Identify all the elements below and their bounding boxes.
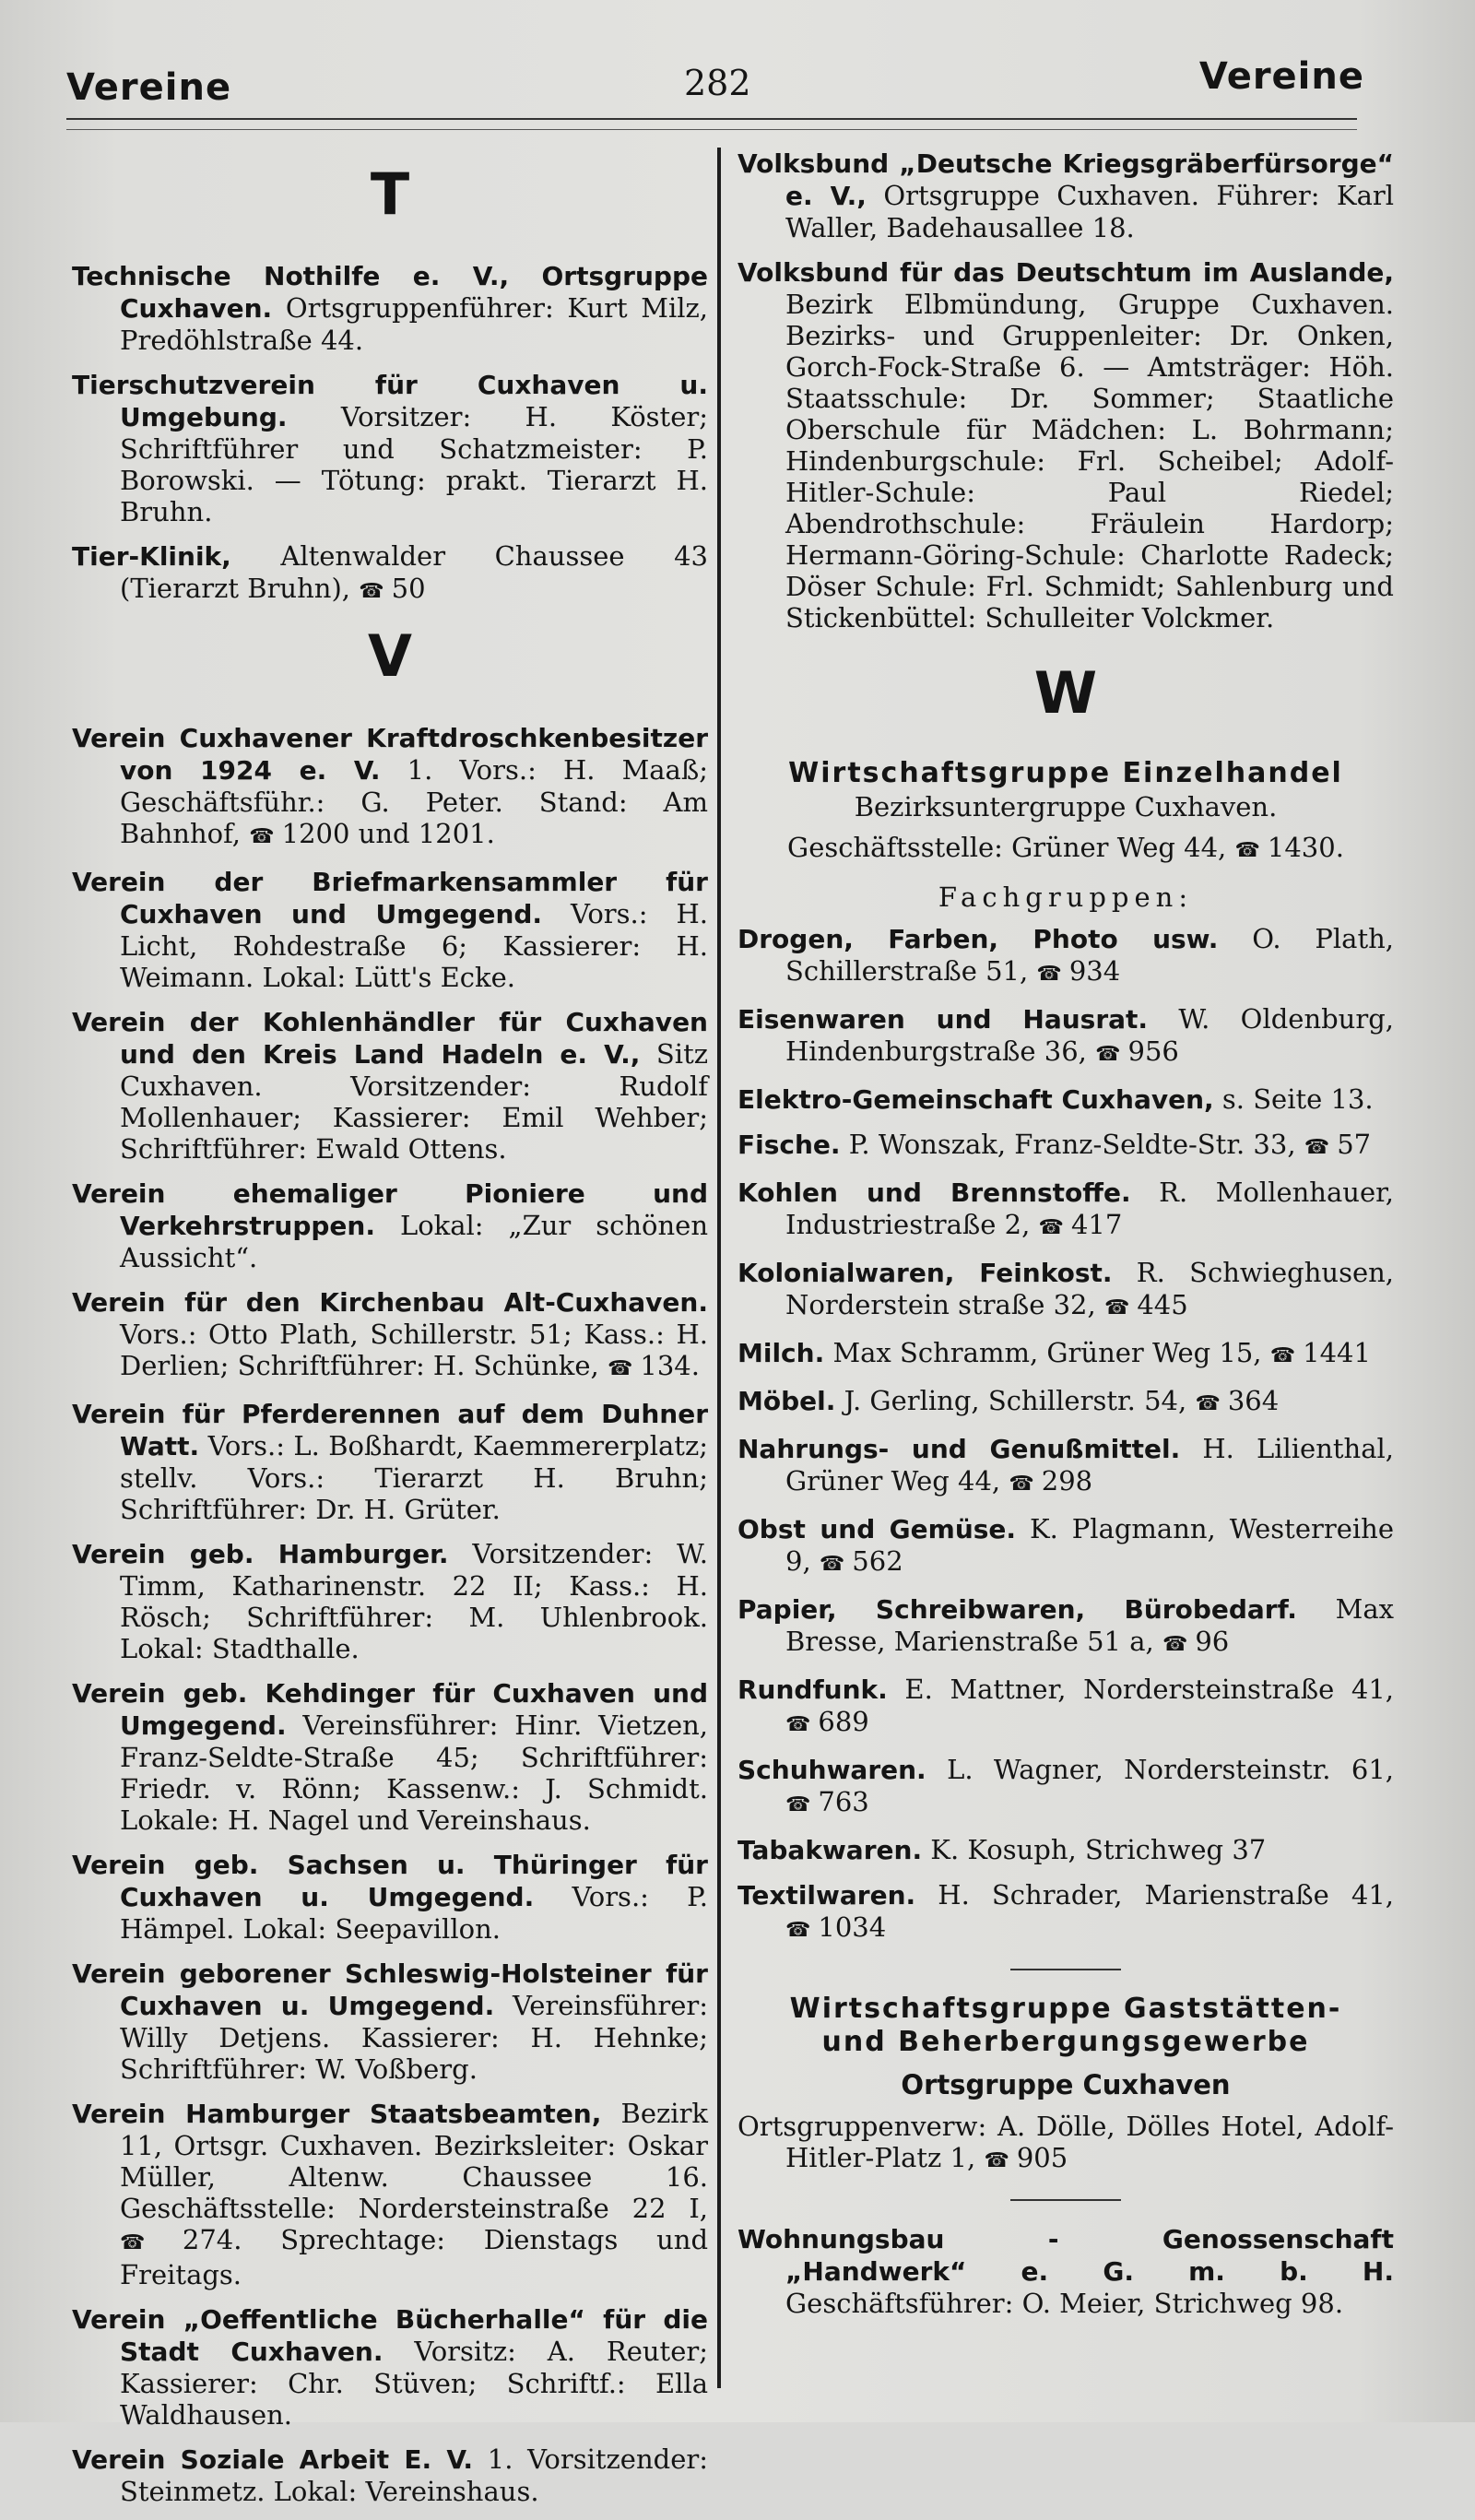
entry-name: Möbel.	[738, 1386, 836, 1416]
directory-entry	[72, 1006, 708, 1165]
wg-gaststaetten-subtitle	[738, 2068, 1394, 2101]
entry-text: Geschäftsführer: O. Meier, Strichweg 98.	[785, 2288, 1344, 2319]
entry-name: Tabakwaren.	[738, 1835, 923, 1865]
office-address: Geschäftsstelle: Grüner Weg 44,	[787, 832, 1227, 863]
entry-name: Verein geborener Schleswig-Holsteiner für Cuxhaven u. Umgegend.	[72, 1958, 708, 2021]
entry-name: Volksbund „Deutsche Kriegsgräberfürsorge“ e. V.,	[738, 148, 1394, 211]
section-rule	[1010, 1969, 1121, 1970]
entry-name: Verein geb. Kehdinger für Cuxhaven und Umgegend.	[72, 1678, 708, 1741]
header-rule-thin	[66, 129, 1357, 130]
entry-text: P. Wonszak, Franz-Seldte-Str. 33,	[848, 1129, 1296, 1160]
office-phone: ☎ 1430.	[1235, 832, 1344, 863]
entry-text: Lokal: „Zur schönen Aussicht“.	[120, 1210, 708, 1273]
phone-number: ☎ 274.	[120, 2224, 242, 2255]
entry-text: L. Wagner, Nordersteinstr. 61,	[947, 1754, 1395, 1785]
entry-name: Verein ehemaliger Pioniere und Verkehrstruppen.	[72, 1178, 708, 1241]
entry-name: Volksbund für das Deutschtum im Auslande,	[738, 257, 1394, 288]
directory-entry	[72, 1849, 708, 1945]
section-letter-t: T	[370, 160, 410, 228]
entry-text: O. Plath, Schillerstraße 51,	[785, 923, 1395, 987]
directory-entry	[72, 2303, 708, 2431]
entry-text: H. Schrader, Marienstraße 41,	[938, 1879, 1395, 1911]
entry-text: K. Kosuph, Strichweg 37	[930, 1834, 1267, 1865]
entry-name: Verein für Pferderennen auf dem Duhner Watt.	[72, 1399, 708, 1461]
fachgruppen-list	[738, 923, 1394, 1946]
section-letter-w: W	[1033, 659, 1098, 727]
directory-entry	[738, 1337, 1394, 1372]
entry-text-tail: Sprechtage: Dienstags und Freitags.	[120, 2224, 709, 2290]
directory-entry	[738, 1879, 1394, 1946]
entry-text: Ortsgruppe Cuxhaven. Führer: Karl Waller, Badehausallee 18.	[785, 180, 1394, 243]
phone-number: ☎ 417	[1039, 1209, 1123, 1240]
phone-number: ☎ 763	[785, 1786, 869, 1817]
entry-name: Verein „Oeffentliche Bücherhalle“ für die Stadt Cuxhaven.	[72, 2304, 708, 2367]
wg-einzelhandel-subtitle: Bezirksuntergruppe Cuxhaven.	[854, 791, 1278, 822]
directory-entry	[72, 722, 708, 853]
phone-number: ☎ 562	[820, 1545, 903, 1577]
entry-text: Vors.: P. Hämpel. Lokal: Seepavillon.	[120, 1881, 709, 1945]
directory-entry	[72, 540, 708, 608]
directory-entry	[72, 260, 708, 356]
entry-name: Milch.	[738, 1338, 825, 1368]
right-column	[738, 148, 1394, 2332]
directory-entry	[72, 1677, 708, 1836]
entry-text: J. Gerling, Schillerstr. 54,	[844, 1385, 1187, 1416]
entry-name: Fische.	[738, 1130, 841, 1160]
directory-entry	[738, 1834, 1394, 1866]
phone-number: ☎ 57	[1304, 1129, 1371, 1160]
directory-entry	[738, 923, 1394, 990]
directory-entry	[738, 148, 1394, 243]
entry-name: Wohnungsbau - Genossenschaft „Handwerk“ e. G. m. b. H.	[738, 2224, 1394, 2287]
directory-entry	[738, 1003, 1394, 1071]
phone-number: ☎ 1034	[785, 1911, 886, 1943]
entries-volksbund	[738, 148, 1394, 633]
directory-entry	[738, 1593, 1394, 1661]
entry-name: Textilwaren.	[738, 1880, 916, 1911]
entry-text: Ortsgruppenführer: Kurt Milz, Predöhlstraße 44.	[120, 292, 709, 356]
directory-entry	[738, 1385, 1394, 1420]
wg-gaststaetten-text: Ortsgruppenverw: A. Dölle, Dölles Hotel, Adolf-Hitler-Platz 1,	[738, 2111, 1394, 2173]
wg-einzelhandel-title: Wirtschaftsgruppe Einzelhandel	[788, 757, 1343, 789]
phone-number: ☎ 364	[1195, 1385, 1279, 1416]
phone-number: ☎ 956	[1095, 1035, 1179, 1067]
entry-name: Verein der Kohlenhändler für Cuxhaven und den Kreis Land Hadeln e. V.,	[72, 1007, 708, 1070]
entry-text: Bezirk Elbmündung, Gruppe Cuxhaven. Bezirks- und Gruppenleiter: Dr. Onken, Gorch-Fock-Straße 6. — Amtsträger: Höh. Staatsschule: Dr. Sommer; Staatliche Oberschule für Mädchen: L. Bohrmann; Hindenburgschule: Frl. Scheibel; Adolf-Hitler-Schule: Paul Riedel; Abendrothschule: Fräulein Hardorp; Hermann-Göring-Schule: Charlotte Radeck; Döser Schule: Frl. Schmidt; Sahlenburg und Stickenbüttel: Schulleiter Volckmer.	[785, 289, 1394, 633]
directory-entry	[72, 1398, 708, 1525]
directory-entry	[738, 1674, 1394, 1741]
directory-entry	[72, 369, 708, 527]
entry-name: Obst und Gemüse.	[738, 1514, 1017, 1544]
directory-entry	[738, 1513, 1394, 1580]
phone-number: ☎ 689	[785, 1706, 869, 1737]
fachgruppen-heading: Fachgruppen:	[938, 881, 1194, 913]
entry-text: Vorsitzer: H. Köster; Schriftführer und Schatzmeister: P. Borowski. — Tötung: prakt. Tierarzt H. Bruhn.	[120, 401, 708, 527]
directory-entry	[72, 1538, 708, 1664]
entry-text: Vorsitz: A. Reuter; Kassierer: Chr. Stüven; Schriftf.: Ella Waldhausen.	[120, 2336, 708, 2431]
entry-name: Verein Cuxhavener Kraftdroschkenbesitzer von 1924 e. V.	[72, 723, 708, 786]
entry-name: Verein der Briefmarkensammler für Cuxhaven und Umgegend.	[72, 867, 708, 929]
wg-einzelhandel-office	[738, 831, 1394, 868]
entry-text: Altenwalder Chaussee 43 (Tierarzt Bruhn),	[120, 540, 708, 604]
entry-text: R. Mollenhauer, Industriestraße 2,	[785, 1177, 1395, 1240]
entry-text: Max Bresse, Marienstraße 51 a,	[785, 1593, 1395, 1657]
entry-name: Verein Soziale Arbeit E. V.	[72, 2444, 474, 2475]
entry-text: Vors.: Otto Plath, Schillerstr. 51; Kass.: H. Derlien; Schriftführer: H. Schünke,	[120, 1319, 708, 1381]
entry-text: s. Seite 13.	[1221, 1083, 1374, 1115]
entry-text: Max Schramm, Grüner Weg 15,	[832, 1337, 1262, 1368]
phone-number: ☎ 50	[359, 573, 425, 604]
entry-text: Vorsitzender: W. Timm, Katharinenstr. 22 II; Kass.: H. Rösch; Schriftführer: M. Uhlenbrook. Lokal: Stadthalle.	[120, 1538, 708, 1664]
wg-gaststaetten-address	[738, 2111, 1394, 2177]
directory-entry	[72, 1286, 708, 1385]
entry-text: Bezirk 11, Ortsgr. Cuxhaven. Bezirksleiter: Oskar Müller, Altenw. Chaussee 16. Geschäftsstelle: Nordersteinstraße 22 I,	[120, 2098, 709, 2224]
phone-number: ☎ 134.	[608, 1350, 700, 1381]
entry-text: H. Lilienthal, Grüner Weg 44,	[785, 1433, 1395, 1497]
directory-entry	[738, 1129, 1394, 1164]
directory-entry	[72, 1958, 708, 2085]
entry-text: 1. Vors.: H. Maaß; Geschäftsführ.: G. Peter. Stand: Am Bahnhof,	[120, 754, 708, 849]
entry-name: Verein geb. Hamburger.	[72, 1539, 449, 1569]
directory-entry	[72, 2098, 708, 2290]
column-divider	[717, 148, 721, 2388]
entry-name: Nahrungs- und Genußmittel.	[738, 1434, 1181, 1464]
phone-number: ☎ 96	[1162, 1626, 1229, 1657]
entry-name: Verein für den Kirchenbau Alt-Cuxhaven.	[72, 1287, 708, 1318]
entry-text: Sitz Cuxhaven. Vorsitzender: Rudolf Mollenhauer; Kassierer: Emil Wehber; Schriftführer: Ewald Ottens.	[120, 1038, 708, 1165]
running-header-left: Vereine	[66, 66, 232, 109]
directory-entry	[72, 2443, 708, 2507]
entry-text: R. Schwieghusen, Norderstein straße 32,	[785, 1257, 1395, 1320]
phone-number: ☎ 445	[1104, 1289, 1188, 1320]
directory-entry	[738, 1433, 1394, 1500]
entries-t	[72, 260, 708, 608]
entry-name: Tierschutzverein für Cuxhaven u. Umgebung.	[72, 370, 708, 432]
entry-name: Drogen, Farben, Photo usw.	[738, 924, 1219, 954]
directory-entry	[738, 1257, 1394, 1324]
entry-text: E. Mattner, Nordersteinstraße 41,	[904, 1674, 1394, 1705]
entry-text: Vors.: H. Licht, Rohdestraße 6; Kassierer: H. Weimann. Lokal: Lütt's Ecke.	[120, 898, 709, 993]
page-number: 282	[684, 63, 751, 103]
entry-text: Vors.: L. Boßhardt, Kaemmererplatz; stellv. Vors.: Tierarzt H. Bruhn; Schriftführer: Dr. H. Grüter.	[120, 1430, 709, 1525]
entry-text: W. Oldenburg, Hindenburgstraße 36,	[785, 1003, 1395, 1067]
running-header-right: Vereine	[1198, 55, 1364, 98]
phone-number: ☎ 1200 und 1201.	[249, 818, 495, 849]
entry-name: Eisenwaren und Hausrat.	[738, 1004, 1149, 1035]
entry-text: Vereinsführer: Hinr. Vietzen, Franz-Seldte-Straße 45; Schriftführer: Friedr. v. Rönn; Kassenw.: J. Schmidt. Lokale: H. Nagel und Vereinshaus.	[120, 1710, 709, 1836]
entry-name: Kohlen und Brennstoffe.	[738, 1177, 1131, 1208]
entry-name: Verein Hamburger Staatsbeamten,	[72, 2099, 602, 2129]
entry-name: Rundfunk.	[738, 1674, 888, 1705]
directory-entry	[72, 1177, 708, 1273]
entry-name: Verein geb. Sachsen u. Thüringer für Cuxhaven u. Umgegend.	[72, 1850, 708, 1912]
section-letter-v: V	[368, 622, 412, 690]
wg-gaststaetten-phone: ☎ 905	[984, 2142, 1068, 2173]
entry-name: Elektro-Gemeinschaft Cuxhaven,	[738, 1084, 1214, 1115]
wg-gaststaetten-title: Wirtschaftsgruppe Gaststätten- und Beherbergungsgewerbe	[789, 1993, 1342, 2058]
phone-number: ☎ 1441	[1270, 1337, 1371, 1368]
entries-v	[72, 722, 708, 2507]
entry-name: Tier-Klinik,	[72, 541, 231, 572]
entry-text: K. Plagmann, Westerreihe 9,	[785, 1513, 1394, 1577]
directory-entry	[738, 1177, 1394, 1244]
directory-entry	[72, 866, 708, 993]
entry-name: Kolonialwaren, Feinkost.	[738, 1258, 1113, 1288]
directory-entry	[738, 256, 1394, 633]
entry-name: Schuhwaren.	[738, 1755, 926, 1785]
entry-wohnungsbau	[738, 2223, 1394, 2319]
section-rule-2	[1010, 2199, 1121, 2201]
wg-gaststaetten-subtitle-text: Ortsgruppe Cuxhaven	[901, 2069, 1231, 2100]
entry-name: Papier, Schreibwaren, Bürobedarf.	[738, 1594, 1297, 1625]
directory-entry	[738, 1083, 1394, 1116]
phone-number: ☎ 934	[1036, 955, 1120, 987]
entry-name: Technische Nothilfe e. V., Ortsgruppe Cuxhaven.	[72, 261, 708, 324]
header-rule	[66, 118, 1357, 120]
left-column	[72, 148, 708, 2520]
entry-text: 1. Vorsitzender: Steinmetz. Lokal: Vereinshaus.	[120, 2443, 708, 2507]
directory-entry	[738, 1754, 1394, 1821]
phone-number: ☎ 298	[1009, 1465, 1092, 1497]
entry-text: Vereinsführer: Willy Detjens. Kassierer: H. Hehnke; Schriftführer: W. Voßberg.	[120, 1990, 708, 2085]
